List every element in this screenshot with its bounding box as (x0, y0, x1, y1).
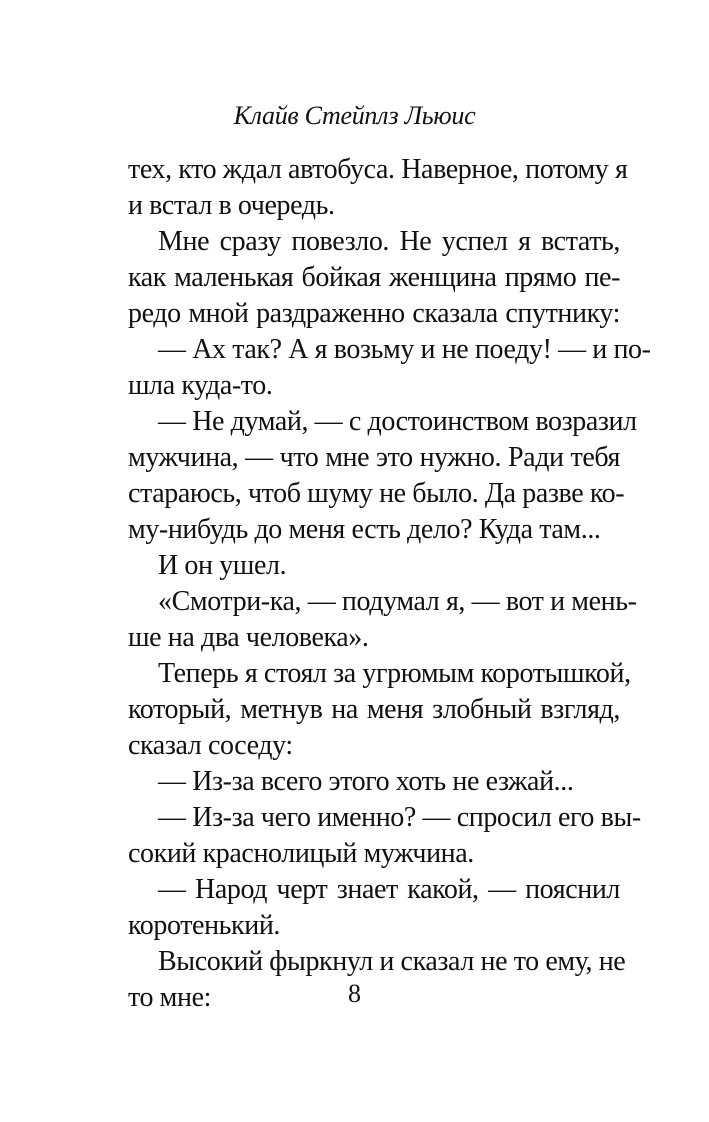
text-line: — Из-за чего именно? — спросил его вы- (158, 802, 641, 833)
text-line: — Из-за всего этого хоть не езжай... (158, 766, 574, 797)
running-head-author: Клайв Стейплз Льюис (233, 101, 476, 130)
text-line: шла куда-то. (128, 370, 273, 401)
text-line: — Не думай, — с достоинством возразил (158, 406, 637, 437)
text-line: сокий краснолицый мужчина. (128, 838, 474, 869)
text-line: «Смотри-ка, — подумал я, — вот и мень- (158, 586, 637, 617)
text-line: Мне сразу повезло. Не успел я встать, (158, 226, 620, 257)
text-line: И он ушел. (158, 550, 287, 581)
text-line: как маленькая бойкая женщина прямо пе- (128, 262, 620, 293)
text-line: — Народ черт знает какой, — пояснил (158, 874, 620, 905)
page-number: 8 (348, 979, 361, 1008)
text-line: то мне: (128, 982, 211, 1013)
text-line: мужчина, — что мне это нужно. Ради тебя (128, 442, 620, 473)
text-line: редо мной раздраженно сказала спутнику: (128, 298, 620, 329)
text-line: тех, кто ждал автобуса. Наверное, потому я (128, 154, 628, 185)
text-line: сказал соседу: (128, 730, 293, 761)
text-line: Теперь я стоял за угрюмым коротышкой, (158, 658, 631, 689)
text-line: коротенький. (128, 910, 281, 941)
text-line: который, метнув на меня злобный взгляд, (128, 694, 620, 725)
text-line: стараюсь, чтоб шуму не было. Да разве ко- (128, 478, 625, 509)
text-line: ше на два человека». (128, 622, 369, 653)
text-line: му-нибудь до меня есть дело? Куда там... (128, 514, 601, 545)
text-line: и встал в очередь. (128, 190, 335, 221)
page-body-text (128, 152, 651, 1016)
text-line: — Ах так? А я возьму и не поеду! — и по- (158, 334, 651, 365)
text-line: Высокий фыркнул и сказал не то ему, не (158, 946, 626, 977)
